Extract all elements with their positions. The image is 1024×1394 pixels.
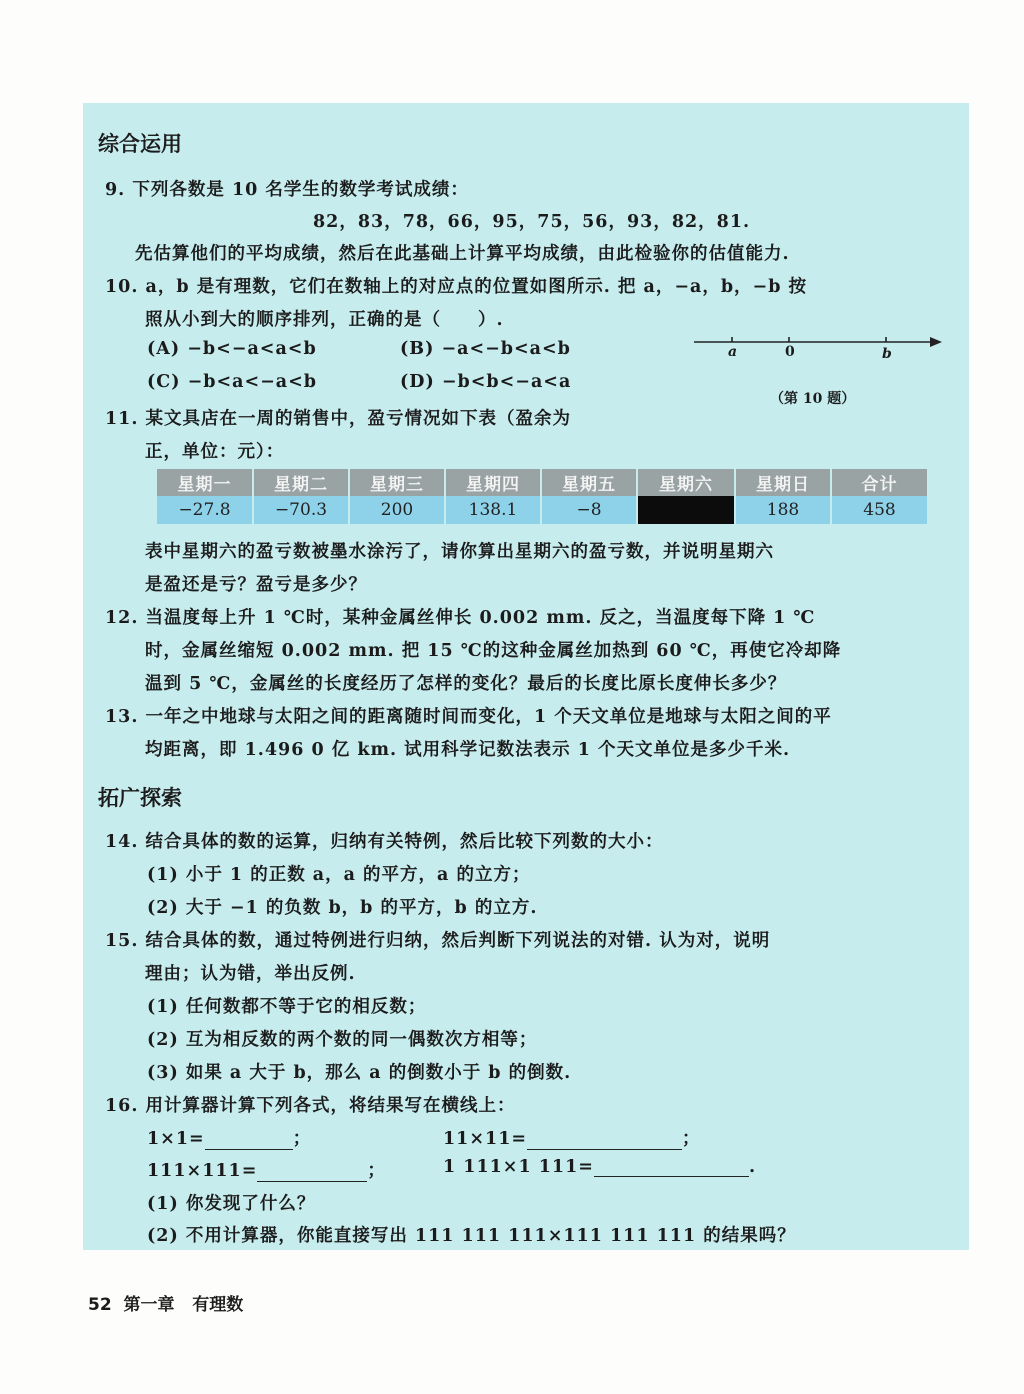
value-wednesday: 200 bbox=[349, 496, 445, 524]
q14-sub2: (2) 大于 −1 的负数 b，b 的平方，b 的立方. bbox=[147, 898, 538, 918]
q16-sub1: (1) 你发现了什么？ bbox=[147, 1194, 316, 1214]
header-sunday: 星期日 bbox=[735, 469, 831, 496]
q12-line2: 时，金属丝缩短 0.002 mm. 把 15 ℃的这种金属丝加热到 60 ℃，再使它冷却降 bbox=[145, 641, 842, 661]
value-tuesday: −70.3 bbox=[253, 496, 349, 524]
q11-line2: 正，单位：元）： bbox=[145, 442, 285, 462]
sales-table-header-row bbox=[157, 469, 928, 496]
q16-expr-3-text: 111×111= bbox=[147, 1161, 258, 1181]
q9-task: 先估算他们的平均成绩，然后在此基础上计算平均成绩，由此检验你的估值能力. bbox=[135, 244, 790, 264]
q16-semicolon-2: ； bbox=[682, 1129, 701, 1149]
section-heading-extension: 拓广探索 bbox=[98, 786, 182, 810]
page-footer bbox=[88, 1290, 243, 1315]
answer-blank-2[interactable] bbox=[527, 1131, 682, 1150]
q12-line1: 12. 当温度每上升 1 ℃时，某种金属丝伸长 0.002 mm. 反之，当温度每下降 1 ℃ bbox=[105, 608, 816, 628]
value-sunday: 188 bbox=[735, 496, 831, 524]
q16-expr-1-text: 1×1= bbox=[147, 1129, 205, 1149]
q10-option-c: (C) −b<a<−a<b bbox=[147, 372, 318, 392]
q10-option-a: (A) −b<−a<a<b bbox=[147, 339, 317, 359]
header-saturday: 星期六 bbox=[637, 469, 735, 496]
q9-scores: 82，83，78，66，95，75，56，93，82，81. bbox=[313, 212, 751, 232]
value-monday: −27.8 bbox=[157, 496, 253, 524]
sales-table bbox=[157, 469, 929, 524]
section-heading-integrated: 综合运用 bbox=[98, 132, 182, 156]
q16-sub2: (2) 不用计算器，你能直接写出 111 111 111×111 111 111 的结果吗？ bbox=[147, 1226, 796, 1246]
answer-blank-1[interactable] bbox=[205, 1131, 293, 1150]
q9-stem: 9. 下列各数是 10 名学生的数学考试成绩： bbox=[105, 180, 469, 200]
q16-expression-2 bbox=[443, 1125, 701, 1150]
q14-sub1: (1) 小于 1 的正数 a，a 的平方，a 的立方； bbox=[147, 865, 531, 885]
chapter-label: 第一章 bbox=[123, 1295, 175, 1315]
ink-blot-saturday bbox=[637, 496, 735, 524]
q15-sub3: (3) 如果 a 大于 b，那么 a 的倒数小于 b 的倒数. bbox=[147, 1063, 572, 1083]
q10-option-b: (B) −a<−b<a<b bbox=[400, 339, 571, 359]
header-wednesday: 星期三 bbox=[349, 469, 445, 496]
header-total: 合计 bbox=[831, 469, 928, 496]
number-line-label-a: a bbox=[728, 344, 738, 360]
value-friday: −8 bbox=[541, 496, 637, 524]
page-number: 52 bbox=[88, 1295, 112, 1315]
q11-after1: 表中星期六的盈亏数被墨水涂污了，请你算出星期六的盈亏数，并说明星期六 bbox=[145, 542, 774, 562]
number-line-arrow bbox=[930, 337, 942, 347]
q15-sub2: (2) 互为相反数的两个数的同一偶数次方相等； bbox=[147, 1030, 538, 1050]
q16-line1: 16. 用计算器计算下列各式，将结果写在横线上： bbox=[105, 1096, 516, 1116]
q14-line1: 14. 结合具体的数的运算，归纳有关特例，然后比较下列数的大小： bbox=[105, 832, 664, 852]
value-thursday: 138.1 bbox=[445, 496, 541, 524]
q10-line2: 照从小到大的顺序排列，正确的是（ ）. bbox=[145, 310, 504, 330]
q16-semicolon-1: ； bbox=[292, 1129, 312, 1149]
q16-expression-1 bbox=[147, 1125, 311, 1150]
header-thursday: 星期四 bbox=[445, 469, 541, 496]
sales-table-value-row bbox=[157, 496, 928, 524]
chapter-title: 有理数 bbox=[192, 1295, 244, 1315]
header-friday: 星期五 bbox=[541, 469, 637, 496]
q16-period: . bbox=[748, 1157, 757, 1177]
q10-option-d: (D) −b<b<−a<a bbox=[400, 372, 572, 392]
q12-line3: 温到 5 ℃，金属丝的长度经历了怎样的变化？最后的长度比原长度伸长多少？ bbox=[145, 674, 787, 694]
q16-expr-4-text: 1 111×1 111= bbox=[443, 1157, 594, 1177]
q10-line1: 10. a，b 是有理数，它们在数轴上的对应点的位置如图所示. 把 a，−a，b，−b 按 bbox=[105, 277, 808, 297]
q13-line1: 13. 一年之中地球与太阳之间的距离随时间而变化，1 个天文单位是地球与太阳之间的平 bbox=[105, 707, 832, 727]
figure-caption-q10: （第 10 题） bbox=[770, 391, 856, 407]
q15-sub1: (1) 任何数都不等于它的相反数； bbox=[147, 997, 427, 1017]
number-line-label-zero: 0 bbox=[785, 344, 795, 360]
q16-semicolon-3: ； bbox=[367, 1161, 386, 1181]
q11-line1: 11. 某文具店在一周的销售中，盈亏情况如下表（盈余为 bbox=[105, 409, 572, 429]
number-line-label-b: b bbox=[882, 346, 892, 362]
q13-line2: 均距离，即 1.496 0 亿 km. 试用科学记数法表示 1 个天文单位是多少千米. bbox=[145, 740, 791, 760]
q11-after2: 是盈还是亏？盈亏是多少？ bbox=[145, 575, 367, 595]
answer-blank-3[interactable] bbox=[257, 1163, 367, 1182]
value-total: 458 bbox=[831, 496, 928, 524]
q16-expression-3 bbox=[147, 1157, 386, 1182]
q15-line1: 15. 结合具体的数，通过特例进行归纳，然后判断下列说法的对错. 认为对，说明 bbox=[105, 931, 771, 951]
header-monday: 星期一 bbox=[157, 469, 253, 496]
q16-expr-2-text: 11×11= bbox=[443, 1129, 528, 1149]
answer-blank-4[interactable] bbox=[594, 1158, 749, 1177]
q15-line2: 理由；认为错，举出反例. bbox=[145, 964, 356, 984]
q16-expression-4 bbox=[443, 1157, 756, 1177]
header-tuesday: 星期二 bbox=[253, 469, 349, 496]
